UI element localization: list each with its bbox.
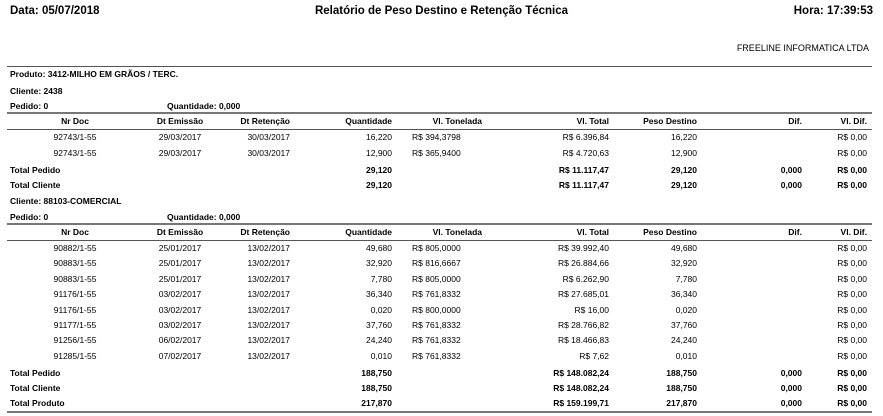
- cell-vl-dif: R$ 0,00: [837, 320, 867, 330]
- cell-vl-total: R$ 4.720,63: [562, 148, 609, 158]
- cell-dt-emissao: 29/03/2017: [158, 132, 202, 142]
- cell-dt-emissao: 03/02/2017: [158, 289, 202, 300]
- cell-vl-dif: R$ 0,00: [837, 273, 867, 284]
- cell-nr-doc: 91177/1-55: [53, 320, 97, 330]
- total-row: [0, 396, 883, 411]
- cell-peso-destino: 188,750: [666, 368, 697, 378]
- cell-quantidade: 7,780: [370, 273, 392, 284]
- cell-peso-destino: 29,120: [671, 165, 697, 175]
- cell-vl-dif: R$ 0,00: [837, 165, 867, 175]
- table-row: [0, 256, 883, 271]
- cell-dt-retencao: 13/02/2017: [247, 243, 290, 253]
- table-header: [0, 114, 883, 129]
- company-name: FREELINE INFORMATICA LTDA: [736, 43, 869, 53]
- table-row: [0, 272, 883, 287]
- cell-dt-retencao: 13/02/2017: [247, 304, 290, 315]
- col-nr-doc: Nr Doc: [61, 116, 89, 126]
- col-dif: Dif.: [788, 227, 802, 237]
- cell-dt-retencao: 13/02/2017: [247, 320, 290, 330]
- col-dt-retencao: Dt Retenção: [240, 227, 290, 237]
- cell-vl-total: R$ 18.466,83: [557, 335, 609, 346]
- cell-vl-total: R$ 28.766,82: [557, 320, 609, 330]
- cell-vl-dif: R$ 0,00: [837, 335, 867, 346]
- cell-vl-tonelada: R$ 816,6667: [412, 258, 461, 269]
- cell-vl-tonelada: R$ 394,3798: [412, 132, 461, 142]
- cell-vl-total: R$ 39.992,40: [557, 243, 609, 253]
- cell-vl-total: R$ 148.082,24: [553, 368, 609, 378]
- table-row: [0, 287, 883, 302]
- col-vl-total: Vl. Total: [576, 227, 609, 237]
- product-label: Produto: 3412-MILHO EM GRÃOS / TERC.: [10, 69, 179, 79]
- cell-vl-total: R$ 11.117,47: [558, 165, 609, 175]
- cell-vl-tonelada: R$ 761,8332: [412, 335, 461, 346]
- cell-vl-dif: R$ 0,00: [837, 180, 867, 190]
- cell-vl-tonelada: R$ 761,8332: [412, 350, 461, 361]
- report-title: Relatório de Peso Destino e Retenção Técnica: [314, 5, 569, 17]
- cell-peso-destino: 217,870: [666, 398, 697, 408]
- cell-peso-destino: 29,120: [671, 180, 697, 190]
- cell-quantidade: 16,220: [366, 132, 392, 142]
- cell-dif: 0,000: [780, 368, 802, 378]
- total-label: Total Cliente: [10, 383, 61, 393]
- col-vl-total: Vl. Total: [576, 116, 609, 126]
- cell-dt-emissao: 25/01/2017: [158, 273, 202, 284]
- table-row: [0, 333, 883, 348]
- cell-vl-total: R$ 148.082,24: [553, 383, 609, 393]
- cell-vl-total: R$ 26.884,66: [557, 258, 609, 269]
- total-row: [0, 163, 883, 178]
- cell-vl-tonelada: R$ 805,0000: [412, 243, 461, 253]
- col-peso-destino: Peso Destino: [643, 227, 697, 237]
- col-quantidade: Quantidade: [345, 227, 392, 237]
- report-time: Hora: 17:39:53: [793, 5, 873, 17]
- cell-nr-doc: 91176/1-55: [53, 289, 97, 300]
- col-quantidade: Quantidade: [345, 116, 392, 126]
- cell-peso-destino: 32,920: [671, 258, 697, 269]
- cell-vl-total: R$ 11.117,47: [558, 180, 609, 190]
- cell-vl-dif: R$ 0,00: [837, 368, 867, 378]
- cell-dif: 0,000: [780, 398, 802, 408]
- total-row: [0, 381, 883, 396]
- header-divider: [7, 66, 872, 67]
- col-vl-dif: Vl. Dif.: [840, 116, 867, 126]
- client-label: Cliente: 88103-COMERCIAL: [10, 196, 122, 206]
- total-label: Total Cliente: [10, 180, 61, 190]
- cell-vl-dif: R$ 0,00: [837, 350, 867, 361]
- col-dt-emissao: Dt Emissão: [156, 227, 204, 237]
- col-peso-destino: Peso Destino: [643, 116, 697, 126]
- cell-vl-dif: R$ 0,00: [837, 132, 867, 142]
- col-nr-doc: Nr Doc: [61, 227, 89, 237]
- cell-vl-dif: R$ 0,00: [837, 148, 867, 158]
- cell-quantidade: 37,760: [366, 320, 392, 330]
- cell-dt-retencao: 13/02/2017: [247, 335, 290, 346]
- cell-peso-destino: 0,020: [675, 304, 697, 315]
- total-row: [0, 366, 883, 381]
- cell-dt-retencao: 13/02/2017: [247, 273, 290, 284]
- col-dt-emissao: Dt Emissão: [156, 116, 204, 126]
- cell-vl-tonelada: R$ 365,9400: [412, 148, 461, 158]
- cell-nr-doc: 91256/1-55: [53, 335, 97, 346]
- cell-dt-retencao: 13/02/2017: [247, 350, 290, 361]
- cell-dt-retencao: 13/02/2017: [247, 258, 290, 269]
- cell-quantidade: 12,900: [366, 148, 392, 158]
- col-vl-tonelada: Vl. Tonelada: [432, 116, 482, 126]
- total-label: Total Produto: [10, 398, 65, 408]
- total-label: Total Pedido: [10, 165, 61, 175]
- cell-dt-emissao: 07/02/2017: [158, 350, 202, 361]
- cell-vl-total: R$ 6.396,84: [562, 132, 609, 142]
- order-label: Pedido: 0: [10, 101, 49, 111]
- cell-vl-dif: R$ 0,00: [837, 383, 867, 393]
- cell-peso-destino: 0,010: [675, 350, 697, 361]
- cell-peso-destino: 7,780: [675, 273, 697, 284]
- col-dif: Dif.: [788, 116, 802, 126]
- cell-nr-doc: 90883/1-55: [53, 258, 97, 269]
- cell-vl-total: R$ 16,00: [574, 304, 609, 315]
- cell-peso-destino: 37,760: [671, 320, 697, 330]
- table-row: [0, 318, 883, 333]
- cell-quantidade: 24,240: [366, 335, 392, 346]
- cell-vl-dif: R$ 0,00: [837, 258, 867, 269]
- cell-vl-total: R$ 6.262,90: [562, 273, 609, 284]
- cell-nr-doc: 92743/1-55: [53, 132, 97, 142]
- col-dt-retencao: Dt Retenção: [240, 116, 290, 126]
- cell-quantidade: 188,750: [361, 383, 392, 393]
- cell-dt-emissao: 03/02/2017: [158, 304, 202, 315]
- cell-dt-emissao: 03/02/2017: [158, 320, 202, 330]
- cell-dif: 0,000: [780, 180, 802, 190]
- col-vl-dif: Vl. Dif.: [840, 227, 867, 237]
- cell-vl-total: R$ 27.685,01: [557, 289, 609, 300]
- cell-quantidade: 32,920: [366, 258, 392, 269]
- total-label: Total Pedido: [10, 368, 61, 378]
- cell-dt-emissao: 29/03/2017: [158, 148, 202, 158]
- table-row: [0, 303, 883, 318]
- cell-quantidade: 36,340: [366, 289, 392, 300]
- cell-dt-retencao: 30/03/2017: [247, 148, 290, 158]
- cell-quantidade: 0,020: [370, 304, 392, 315]
- col-vl-tonelada: Vl. Tonelada: [432, 227, 482, 237]
- cell-nr-doc: 92743/1-55: [53, 148, 97, 158]
- cell-vl-total: R$ 159.199,71: [553, 398, 609, 408]
- order-quantity-label: Quantidade: 0,000: [167, 101, 241, 111]
- cell-dt-retencao: 30/03/2017: [247, 132, 290, 142]
- table-row: [0, 241, 883, 256]
- report-date: Data: 05/07/2018: [10, 5, 100, 17]
- table-header: [0, 225, 883, 240]
- cell-vl-tonelada: R$ 761,8332: [412, 289, 461, 300]
- order-label: Pedido: 0: [10, 212, 49, 222]
- cell-dt-retencao: 13/02/2017: [247, 289, 290, 300]
- table-row: [0, 146, 883, 161]
- table-row: [0, 349, 883, 364]
- cell-quantidade: 217,870: [361, 398, 392, 408]
- cell-quantidade: 29,120: [366, 165, 392, 175]
- cell-dt-emissao: 25/01/2017: [158, 258, 202, 269]
- cell-vl-tonelada: R$ 761,8332: [412, 320, 461, 330]
- order-quantity-label: Quantidade: 0,000: [167, 212, 241, 222]
- cell-dt-emissao: 25/01/2017: [158, 243, 202, 253]
- cell-quantidade: 29,120: [366, 180, 392, 190]
- cell-peso-destino: 16,220: [671, 132, 697, 142]
- report-bottom-rule: [7, 411, 872, 413]
- cell-quantidade: 0,010: [370, 350, 392, 361]
- cell-nr-doc: 90882/1-55: [53, 243, 97, 253]
- cell-nr-doc: 90883/1-55: [53, 273, 97, 284]
- cell-vl-dif: R$ 0,00: [837, 304, 867, 315]
- cell-vl-dif: R$ 0,00: [837, 243, 867, 253]
- cell-vl-total: R$ 7,62: [579, 350, 609, 361]
- table-row: [0, 130, 883, 145]
- cell-dif: 0,000: [780, 383, 802, 393]
- cell-nr-doc: 91285/1-55: [53, 350, 97, 361]
- cell-quantidade: 188,750: [361, 368, 392, 378]
- cell-vl-tonelada: R$ 800,0000: [412, 304, 461, 315]
- cell-vl-dif: R$ 0,00: [837, 398, 867, 408]
- cell-peso-destino: 24,240: [671, 335, 697, 346]
- cell-peso-destino: 12,900: [671, 148, 697, 158]
- cell-vl-dif: R$ 0,00: [837, 289, 867, 300]
- cell-dif: 0,000: [780, 165, 802, 175]
- cell-quantidade: 49,680: [366, 243, 392, 253]
- cell-vl-tonelada: R$ 805,0000: [412, 273, 461, 284]
- cell-peso-destino: 188,750: [666, 383, 697, 393]
- cell-nr-doc: 91176/1-55: [53, 304, 97, 315]
- total-row: [0, 178, 883, 193]
- cell-dt-emissao: 06/02/2017: [158, 335, 202, 346]
- cell-peso-destino: 49,680: [671, 243, 697, 253]
- client-label: Cliente: 2438: [10, 86, 63, 96]
- cell-peso-destino: 36,340: [671, 289, 697, 300]
